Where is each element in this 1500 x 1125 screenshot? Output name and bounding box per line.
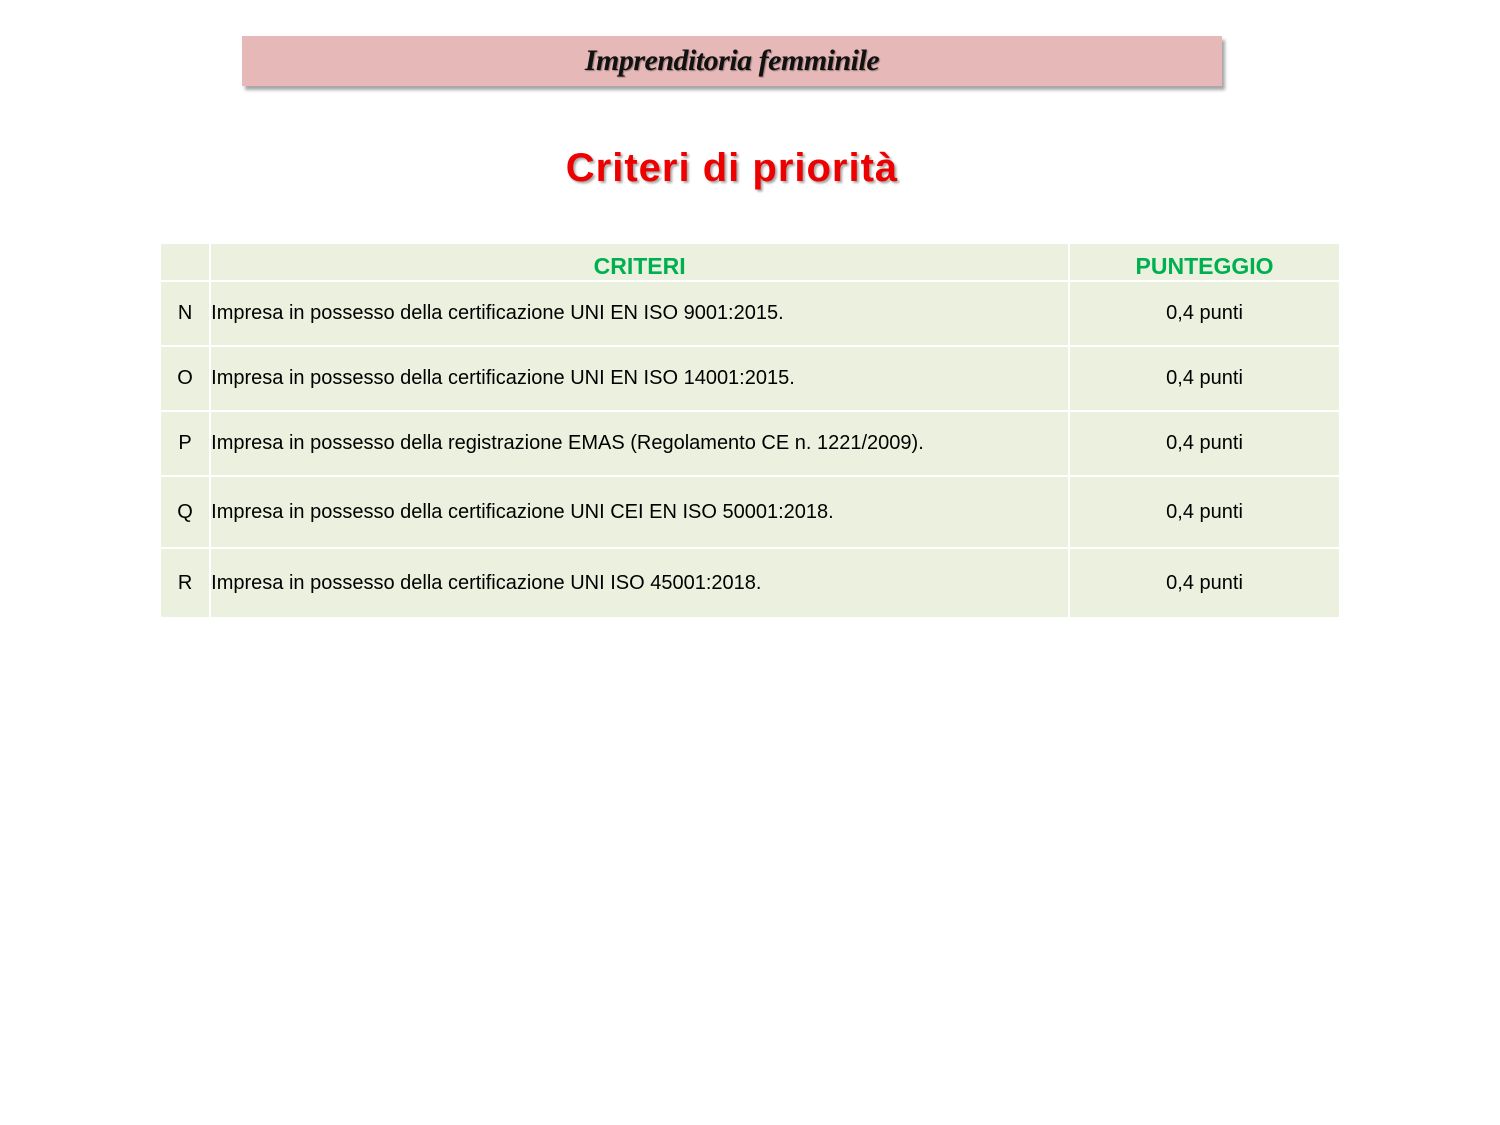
row-score: 0,4 punti	[1069, 346, 1340, 411]
row-letter: Q	[160, 476, 210, 548]
row-criterion: Impresa in possesso della registrazione EMAS (Regolamento CE n. 1221/2009).	[210, 411, 1069, 476]
table-row	[160, 476, 1340, 548]
row-criterion: Impresa in possesso della certificazione UNI ISO 45001:2018.	[210, 548, 1069, 618]
row-criterion: Impresa in possesso della certificazione UNI EN ISO 9001:2015.	[210, 281, 1069, 346]
table-row	[160, 548, 1340, 618]
table-row	[160, 411, 1340, 476]
row-score: 0,4 punti	[1069, 476, 1340, 548]
column-header-criteri: CRITERI	[210, 243, 1069, 281]
table-header-row	[160, 243, 1340, 281]
row-letter: P	[160, 411, 210, 476]
column-header-letter	[160, 243, 210, 281]
column-header-punteggio: PUNTEGGIO	[1069, 243, 1340, 281]
row-score: 0,4 punti	[1069, 411, 1340, 476]
table-row	[160, 346, 1340, 411]
criteria-table	[159, 242, 1341, 619]
row-letter: R	[160, 548, 210, 618]
table-row	[160, 281, 1340, 346]
row-score: 0,4 punti	[1069, 548, 1340, 618]
row-letter: N	[160, 281, 210, 346]
row-criterion: Impresa in possesso della certificazione UNI CEI EN ISO 50001:2018.	[210, 476, 1069, 548]
row-score: 0,4 punti	[1069, 281, 1340, 346]
row-letter: O	[160, 346, 210, 411]
header-banner	[242, 36, 1222, 86]
banner-title: Imprenditoria femminile	[584, 44, 880, 77]
page-title: Criteri di priorità	[565, 146, 899, 190]
row-criterion: Impresa in possesso della certificazione UNI EN ISO 14001:2015.	[210, 346, 1069, 411]
